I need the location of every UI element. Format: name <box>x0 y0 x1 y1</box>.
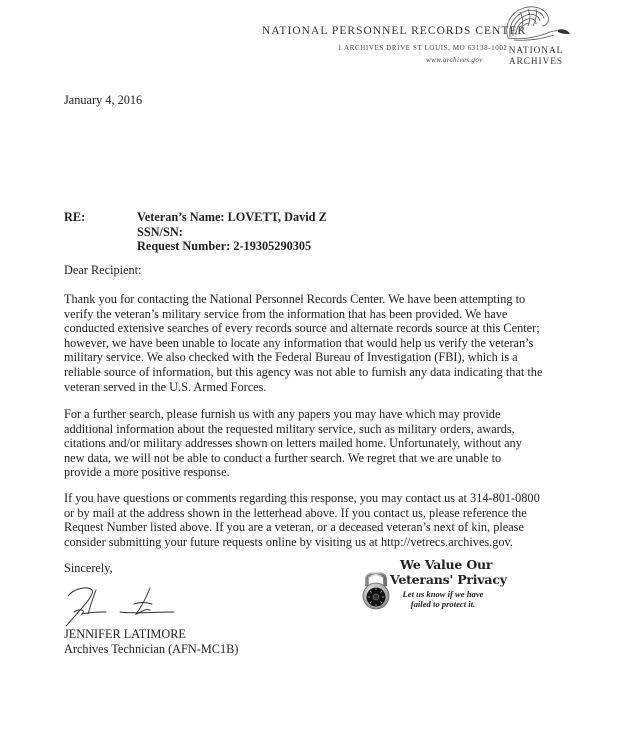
veteran-name: Veteran’s Name: LOVETT, David Z <box>137 210 327 224</box>
paragraph-2 <box>64 407 564 480</box>
paragraph-line: Thank you for contacting the National Personnel Records Center. We have been attempting to <box>64 292 526 306</box>
paragraph-line: however, we have been unable to locate any information that would help us verify the veteran’s <box>64 335 534 350</box>
eagle-logo-icon <box>500 4 572 44</box>
signer-title: Archives Technician (AFN-MC1B) <box>64 641 239 656</box>
request-number: Request Number: 2-19305290305 <box>137 239 312 254</box>
handwritten-signature-icon <box>62 582 192 632</box>
letterhead-website: www.archives.gov <box>426 56 483 64</box>
letterhead-address: 1 ARCHIVES DRIVE ST LOUIS, MO 63138-1002 <box>338 44 508 52</box>
ssn-field: SSN/SN: <box>137 224 183 239</box>
re-label: RE: <box>64 210 86 224</box>
re-details <box>137 210 327 254</box>
privacy-badge-line4: failed to protect it. <box>410 599 476 609</box>
paragraph-line: consider submitting your future requests online by visiting us at http://vetrecs.archives.gov. <box>64 534 513 549</box>
paragraph-line: provide a more positive response. <box>64 465 230 480</box>
letterhead-organization: NATIONAL PERSONNEL RECORDS CENTER <box>262 25 527 37</box>
paragraph-line: additional information about the requested military service, such as military orders, awards, <box>64 421 515 436</box>
paragraph-line: citations and/or military addresses shown on letters mailed home. Unfortunately, without any <box>64 436 522 451</box>
privacy-badge-line2: Veterans' Privacy <box>390 572 507 587</box>
paragraph-line: verify the veteran’s military service from the information that has been provided. We have <box>64 306 508 321</box>
paragraph-line: veteran served in the U.S. Armed Forces. <box>64 379 267 394</box>
paragraph-line: Request Number listed above. If you are a veteran, or a deceased veteran’s next of kin, please <box>64 520 524 535</box>
paragraph-line: conducted extensive searches of every records source and alternate records source at this Center; <box>64 321 540 336</box>
paragraph-line: reliable source of information, but this agency was not able to furnish any data indicating that the <box>64 364 543 379</box>
paragraph-line: For a further search, please furnish us with any papers you may have which may provide <box>64 407 501 421</box>
greeting: Dear Recipient: <box>64 263 142 277</box>
signer-block <box>64 627 238 656</box>
signer-name: JENNIFER LATIMORE <box>64 627 186 641</box>
logo-text-national: NATIONAL <box>508 45 564 55</box>
privacy-badge-subtext <box>393 589 493 609</box>
paragraph-line: or by mail at the address shown in the letterhead above. If you contact us, please reference the <box>64 505 527 520</box>
logo-wordmark <box>505 45 567 66</box>
privacy-badge-line3: Let us know if we have <box>402 589 484 599</box>
paragraph-3 <box>64 491 564 549</box>
paragraph-line: military service. We also checked with the Federal Bureau of Investigation (FBI), which is a <box>64 350 518 365</box>
paragraph-line: new data, we will not be able to conduct a further search. We regret that we are unable to <box>64 450 502 465</box>
paragraph-line: If you have questions or comments regarding this response, you may contact us at 314-801-0800 <box>64 491 540 505</box>
closing: Sincerely, <box>64 561 113 575</box>
logo-text-archives: ARCHIVES <box>509 55 563 66</box>
privacy-badge-line1: We Value Our <box>400 557 493 572</box>
padlock-icon <box>360 568 392 610</box>
letter-date: January 4, 2016 <box>64 93 143 107</box>
paragraph-1 <box>64 292 564 394</box>
